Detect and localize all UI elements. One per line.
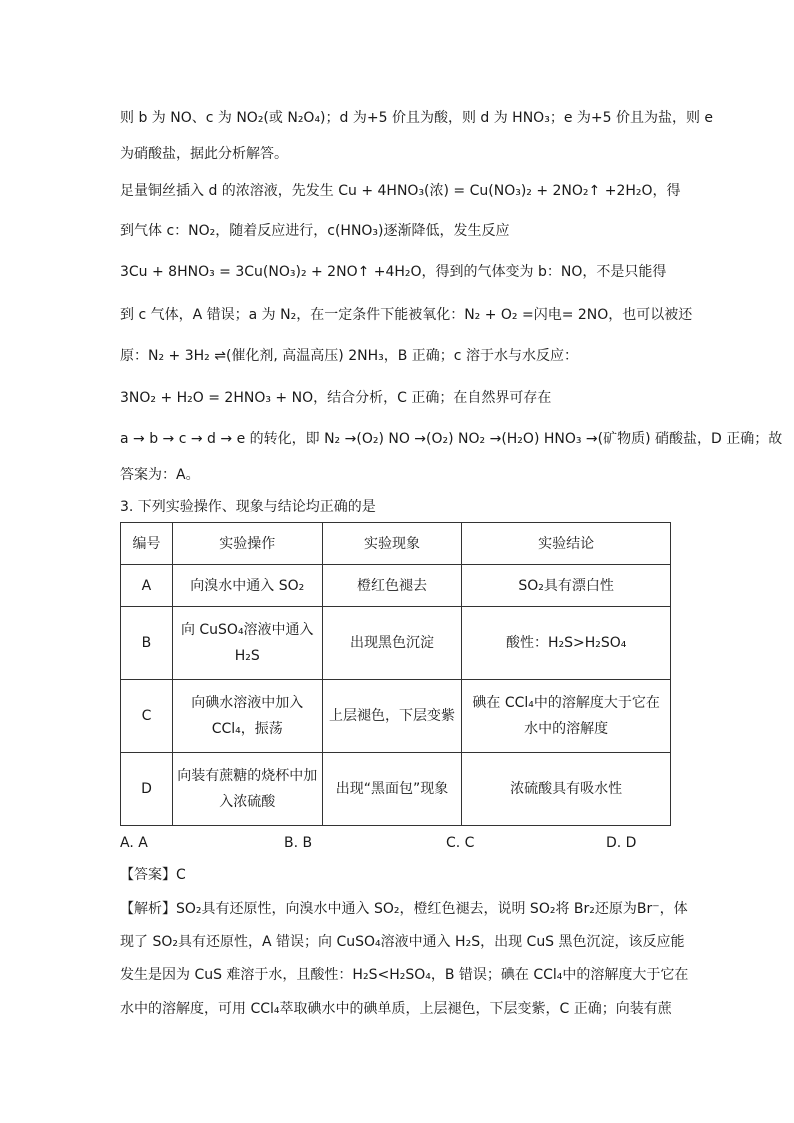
text-line: 到 c 气体，A 错误；a 为 N₂，在一定条件下能被氧化：N₂ + O₂ =闪电= 2NO，也可以被还 <box>120 307 693 323</box>
option-d[interactable]: D. D <box>606 835 637 851</box>
conclusion-cell: 碘在 CCl₄中的溶解度大于它在水中的溶解度 <box>462 680 671 753</box>
table-row <box>121 607 671 680</box>
operation-cell: 向装有蔗糖的烧杯中加入浓硫酸 <box>172 753 322 826</box>
phenomenon-cell: 上层褪色，下层变紫 <box>322 680 462 753</box>
row-id: D <box>121 753 173 826</box>
conclusion-cell: 酸性：H₂S>H₂SO₄ <box>462 607 671 680</box>
header-cell: 实验现象 <box>322 523 462 565</box>
table-row <box>121 565 671 607</box>
text-line: 到气体 c：NO₂，随着反应进行，c(HNO₃)逐渐降低，发生反应 <box>120 223 510 239</box>
operation-cell: 向碘水溶液中加入 CCl₄，振荡 <box>172 680 322 753</box>
phenomenon-cell: 出现“黑面包”现象 <box>322 753 462 826</box>
text-line: 3NO₂ + H₂O = 2HNO₃ + NO，结合分析，C 正确；在自然界可存在 <box>120 390 552 406</box>
question-stem: 3. 下列实验操作、现象与结论均正确的是 <box>120 499 376 515</box>
table-row <box>121 680 671 753</box>
text-line: 为硝酸盐，据此分析解答。 <box>120 146 288 162</box>
analysis-line: 水中的溶解度，可用 CCl₄萃取碘水中的碘单质，上层褪色，下层变紫，C 正确；向装有蔗 <box>120 1001 672 1017</box>
text-line: 原：N₂ + 3H₂ ⇌(催化剂, 高温高压) 2NH₃，B 正确；c 溶于水与水反应： <box>120 348 578 364</box>
operation-cell: 向溴水中通入 SO₂ <box>172 565 322 607</box>
analysis-first-line <box>120 900 688 918</box>
analysis-line: 发生是因为 CuS 难溶于水，且酸性：H₂S<H₂SO₄，B 错误；碘在 CCl₄中的溶解度大于它在 <box>120 967 689 983</box>
header-cell: 实验操作 <box>172 523 322 565</box>
text-line: 答案为：A。 <box>120 467 200 483</box>
experiment-table <box>120 522 671 826</box>
option-b[interactable]: B. B <box>284 835 313 851</box>
analysis-text: SO₂具有还原性，向溴水中通入 SO₂，橙红色褪去，说明 SO₂将 Br₂还原为Br⁻，体 <box>176 901 688 917</box>
operation-cell: 向 CuSO₄溶液中通入 H₂S <box>172 607 322 680</box>
analysis-line: 现了 SO₂具有还原性，A 错误；向 CuSO₄溶液中通入 H₂S，出现 CuS 黑色沉淀，该反应能 <box>120 934 685 950</box>
option-a[interactable]: A. A <box>120 835 148 851</box>
text-line: 则 b 为 NO、c 为 NO₂(或 N₂O₄)；d 为+5 价且为酸，则 d 为 HNO₃；e 为+5 价且为盐，则 e <box>120 110 714 126</box>
row-id: C <box>121 680 173 753</box>
answer-label: 【答案】 <box>120 867 176 883</box>
header-cell: 编号 <box>121 523 173 565</box>
row-id: A <box>121 565 173 607</box>
analysis-label: 【解析】 <box>120 901 176 917</box>
row-id: B <box>121 607 173 680</box>
conclusion-cell: 浓硫酸具有吸水性 <box>462 753 671 826</box>
phenomenon-cell: 出现黑色沉淀 <box>322 607 462 680</box>
header-cell: 实验结论 <box>462 523 671 565</box>
option-c[interactable]: C. C <box>446 835 475 851</box>
conclusion-cell: SO₂具有漂白性 <box>462 565 671 607</box>
table-row <box>121 753 671 826</box>
table-header-row <box>121 523 671 565</box>
answer-options <box>120 835 680 853</box>
text-line: 足量铜丝插入 d 的浓溶液，先发生 Cu + 4HNO₃(浓) = Cu(NO₃)₂ + 2NO₂↑ +2H₂O，得 <box>120 183 681 199</box>
text-line: a → b → c → d → e 的转化，即 N₂ →(O₂) NO →(O₂) NO₂ →(H₂O) HNO₃ →(矿物质) 硝酸盐，D 正确；故 <box>120 431 783 447</box>
text-line: 3Cu + 8HNO₃ = 3Cu(NO₃)₂ + 2NO↑ +4H₂O，得到的气体变为 b：NO，不是只能得 <box>120 264 667 280</box>
answer-value: C <box>176 867 186 883</box>
answer-line <box>120 866 680 884</box>
phenomenon-cell: 橙红色褪去 <box>322 565 462 607</box>
